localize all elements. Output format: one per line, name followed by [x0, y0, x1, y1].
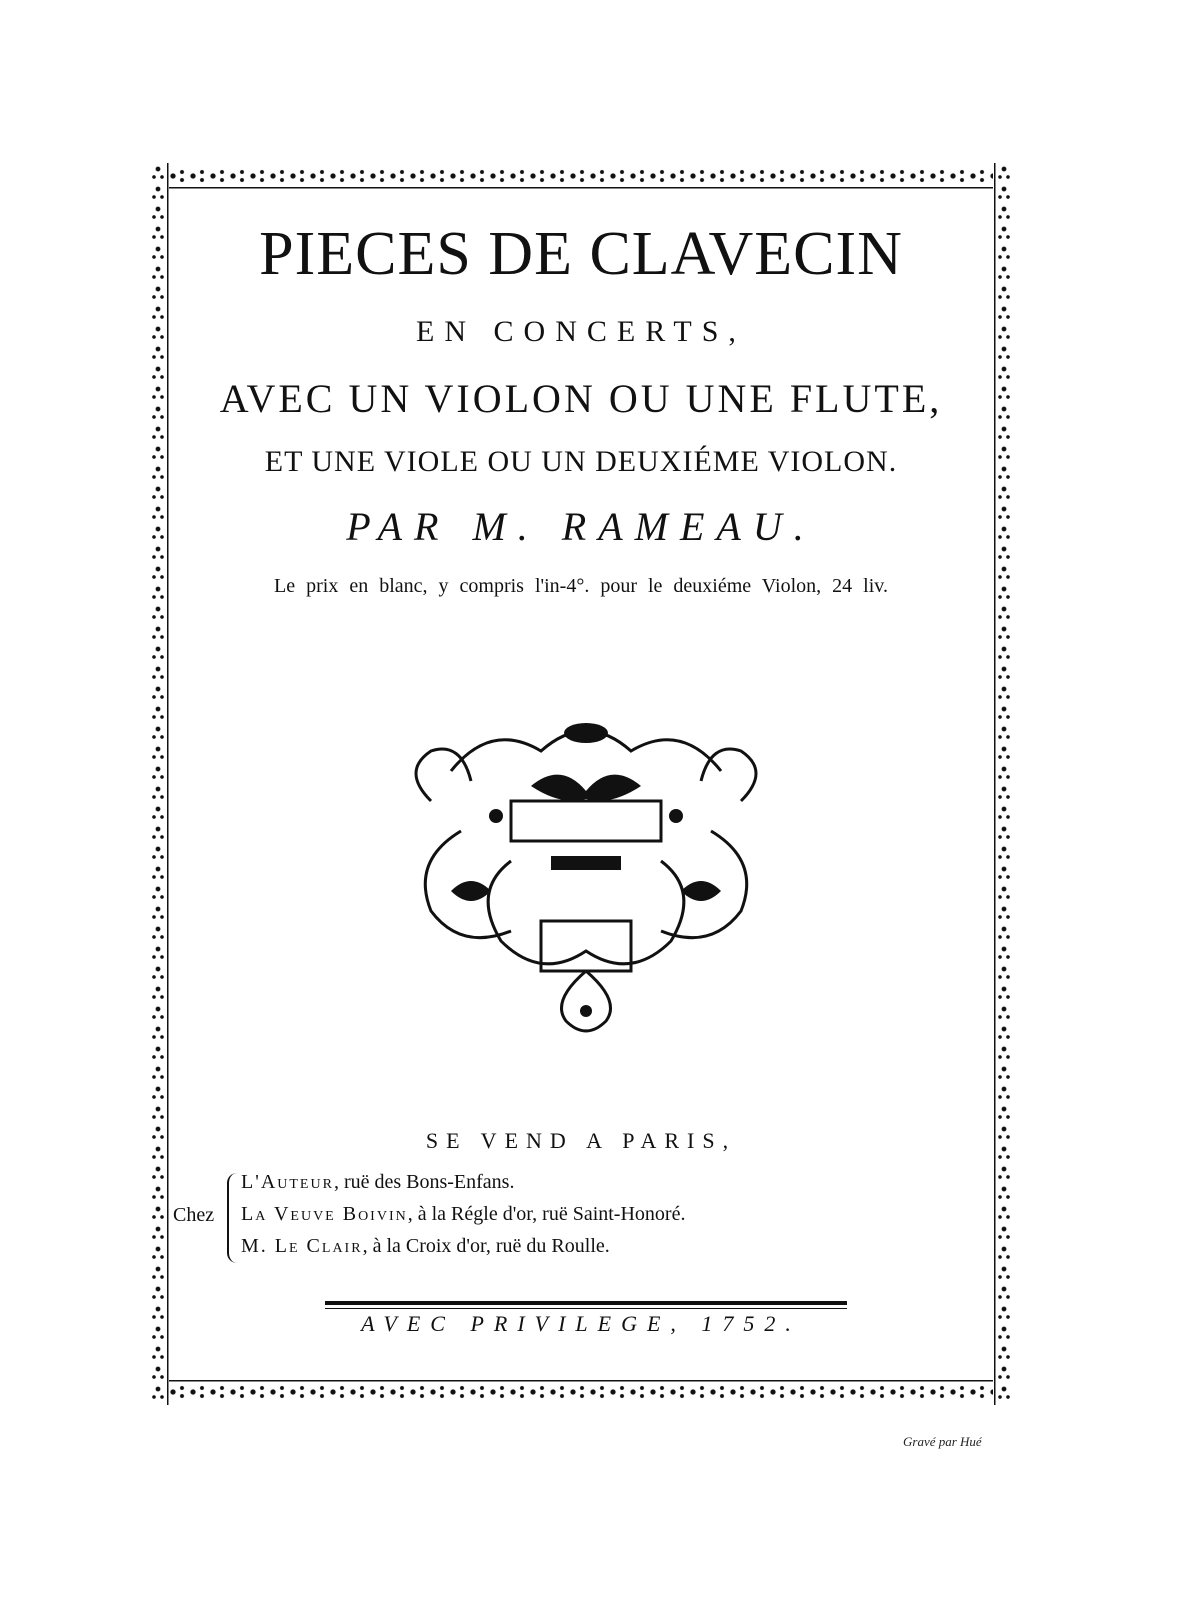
- privilege-line: AVEC PRIVILEGE, 1752.: [361, 1311, 801, 1336]
- title-page-frame: [147, 163, 1015, 1405]
- seller-line: [241, 1171, 514, 1194]
- subtitle-viole: ET UNE VIOLE OU UN DEUXIÉME VIOLON.: [264, 445, 898, 478]
- seller-address: , à la Régle d'or, ruë Saint-Honoré.: [407, 1203, 686, 1225]
- seller-name: L'Auteur: [241, 1171, 334, 1193]
- seller-line: [241, 1203, 685, 1226]
- seller-line: [241, 1235, 610, 1258]
- curly-brace: [227, 1173, 241, 1263]
- thin-rule: [325, 1308, 847, 1309]
- subtitle-concerts: EN CONCERTS,: [416, 315, 746, 348]
- main-title: PIECES DE CLAVECIN: [259, 220, 903, 288]
- thick-rule: [325, 1301, 847, 1305]
- ornamental-border-top: [147, 163, 1015, 189]
- seller-address: , ruë des Bons-Enfans.: [333, 1171, 515, 1193]
- author-line: PAR M. RAMEAU.: [346, 504, 816, 549]
- engraver-credit: Gravé par Hué: [903, 1434, 982, 1449]
- seller-name: La Veuve Boivin: [241, 1203, 408, 1225]
- ornamental-border-left: [147, 163, 169, 1405]
- price-line: Le prix en blanc, y compris l'in-4°. pour le deuxiéme Violon, 24 liv.: [274, 575, 888, 597]
- ornamental-vignette: [391, 711, 781, 1041]
- subtitle-instruments: AVEC UN VIOLON OU UNE FLUTE,: [219, 376, 943, 421]
- seller-address: , à la Croix d'or, ruë du Roulle.: [362, 1235, 610, 1257]
- title-page-content: [173, 193, 989, 1375]
- chez-label: Chez: [173, 1204, 215, 1226]
- sellers-block: [173, 1171, 993, 1271]
- seller-name: M. Le Clair: [241, 1235, 363, 1257]
- ornamental-border-right: [993, 163, 1015, 1405]
- ornamental-border-bottom: [147, 1379, 1015, 1405]
- sale-heading: SE VEND A PARIS,: [425, 1128, 737, 1153]
